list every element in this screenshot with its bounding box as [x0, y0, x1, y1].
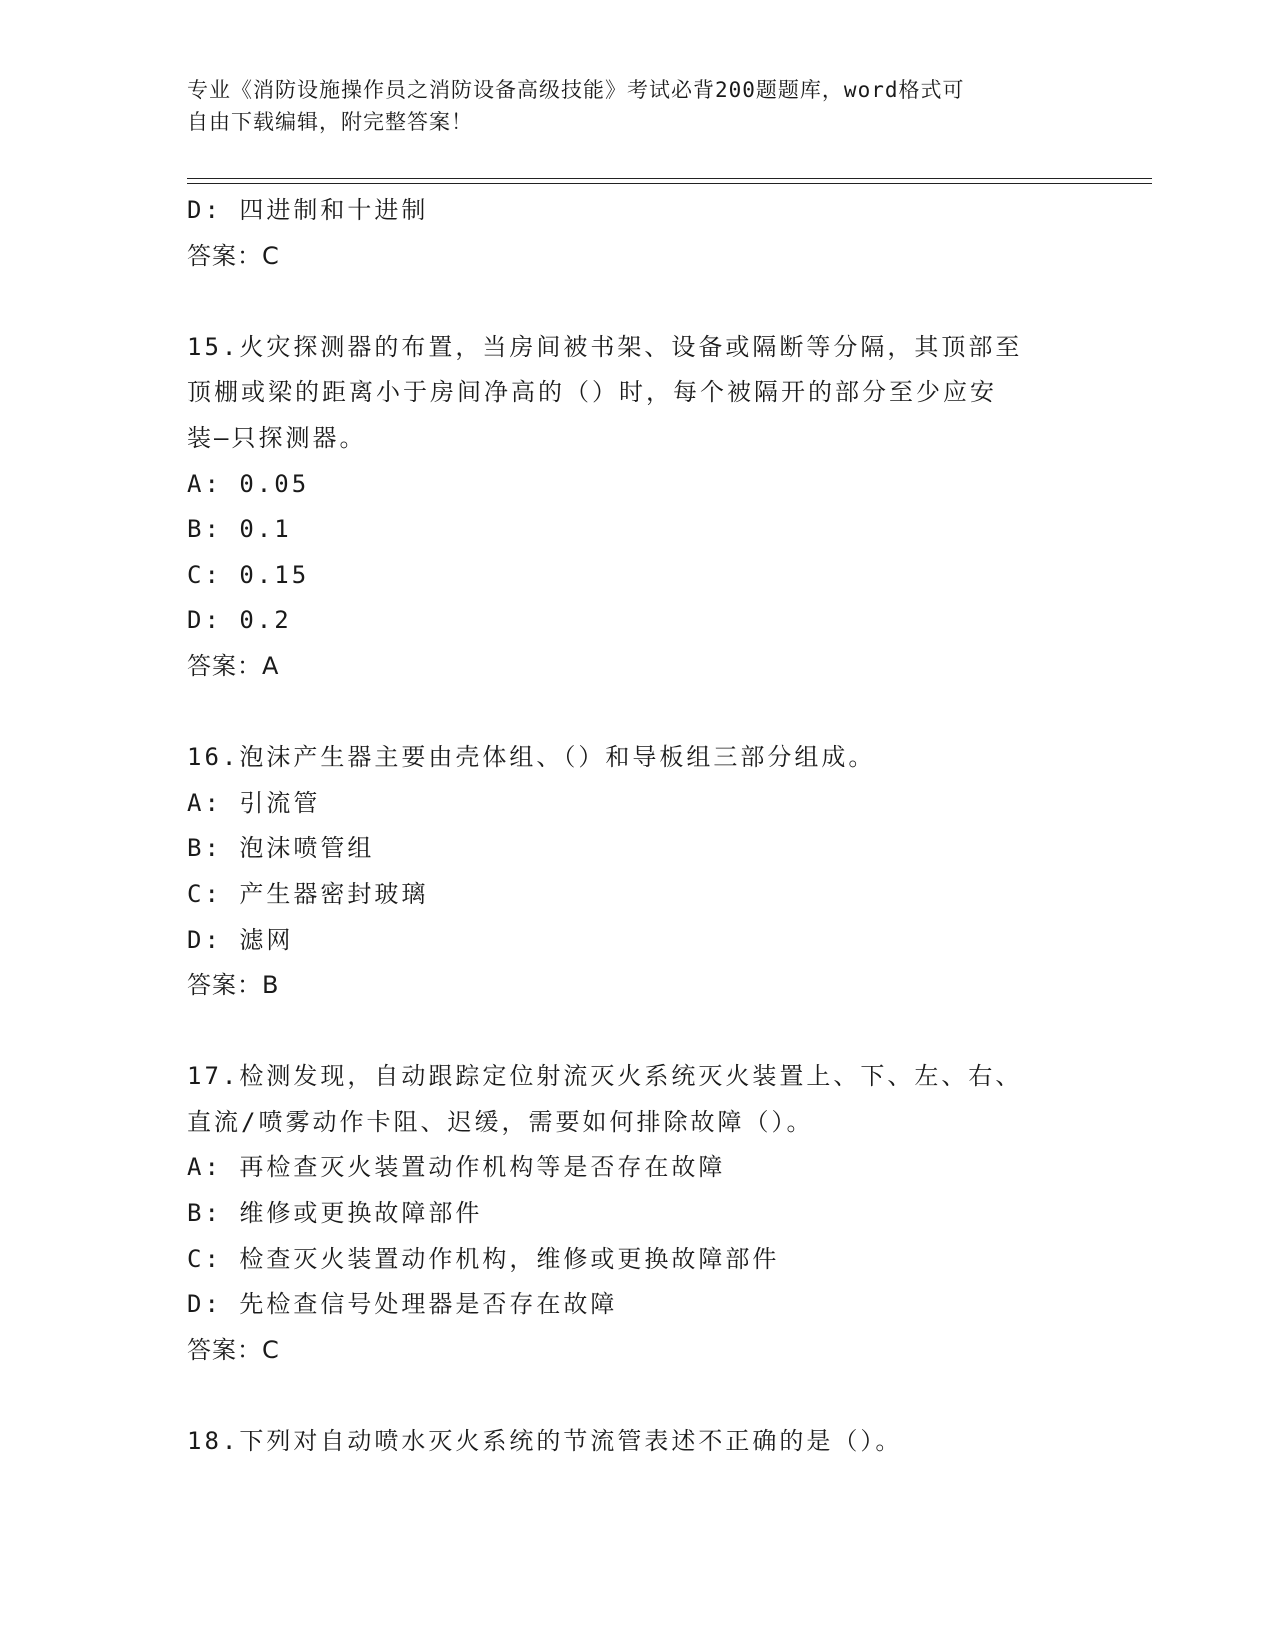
option-a: A: 0.05 [187, 469, 310, 498]
question-stem-line: 18.下列对自动喷水灭火系统的节流管表述不正确的是（）。 [187, 1427, 903, 1456]
spacer [187, 1373, 1087, 1419]
option-d: D: 滤网 [187, 925, 294, 954]
option-b: B: 泡沫喷管组 [187, 834, 375, 863]
spacer [187, 1009, 1087, 1055]
header-divider [187, 178, 1152, 184]
document-body [187, 188, 1087, 1465]
question-17 [187, 1054, 1087, 1373]
question-15 [187, 325, 1087, 690]
question-stem-line: 15.火灾探测器的布置，当房间被书架、设备或隔断等分隔，其顶部至 [187, 332, 1023, 361]
answer-line: 答案：B [187, 971, 280, 1000]
option-c: C: 0.15 [187, 560, 310, 589]
option-c: C: 检查灭火装置动作机构，维修或更换故障部件 [187, 1244, 780, 1273]
option-a: A: 再检查灭火装置动作机构等是否存在故障 [187, 1153, 726, 1182]
spacer [187, 690, 1087, 736]
question-16 [187, 735, 1087, 1009]
option-d: D: 0.2 [187, 606, 292, 635]
option-d: D: 先检查信号处理器是否存在故障 [187, 1290, 618, 1319]
question-stem-line: 17.检测发现，自动跟踪定位射流灭火系统灭火装置上、下、左、右、 [187, 1062, 1023, 1091]
option-d: D: 四进制和十进制 [187, 196, 429, 224]
answer-line: 答案：C [187, 1335, 280, 1364]
header-title-line-1: 专业《消防设施操作员之消防设备高级技能》考试必背200题题库，word格式可 [187, 78, 965, 102]
option-c: C: 产生器密封玻璃 [187, 879, 429, 908]
option-a: A: 引流管 [187, 788, 321, 817]
question-stem-line: 直流/喷雾动作卡阻、迟缓，需要如何排除故障（）。 [187, 1107, 814, 1136]
option-b: B: 维修或更换故障部件 [187, 1199, 483, 1228]
header-title-line-2: 自由下载编辑，附完整答案！ [187, 110, 473, 134]
question-stem-line: 顶棚或梁的距离小于房间净高的（）时，每个被隔开的部分至少应安 [187, 378, 997, 407]
question-18 [187, 1419, 1087, 1465]
option-b: B: 0.1 [187, 515, 292, 544]
question-stem-line: 16.泡沫产生器主要由壳体组、（）和导板组三部分组成。 [187, 743, 876, 772]
document-header [187, 74, 1067, 138]
answer-line: 答案：C [187, 241, 280, 270]
answer-line: 答案：A [187, 651, 280, 680]
spacer [187, 279, 1087, 325]
question-stem-line: 装—只探测器。 [187, 423, 367, 452]
